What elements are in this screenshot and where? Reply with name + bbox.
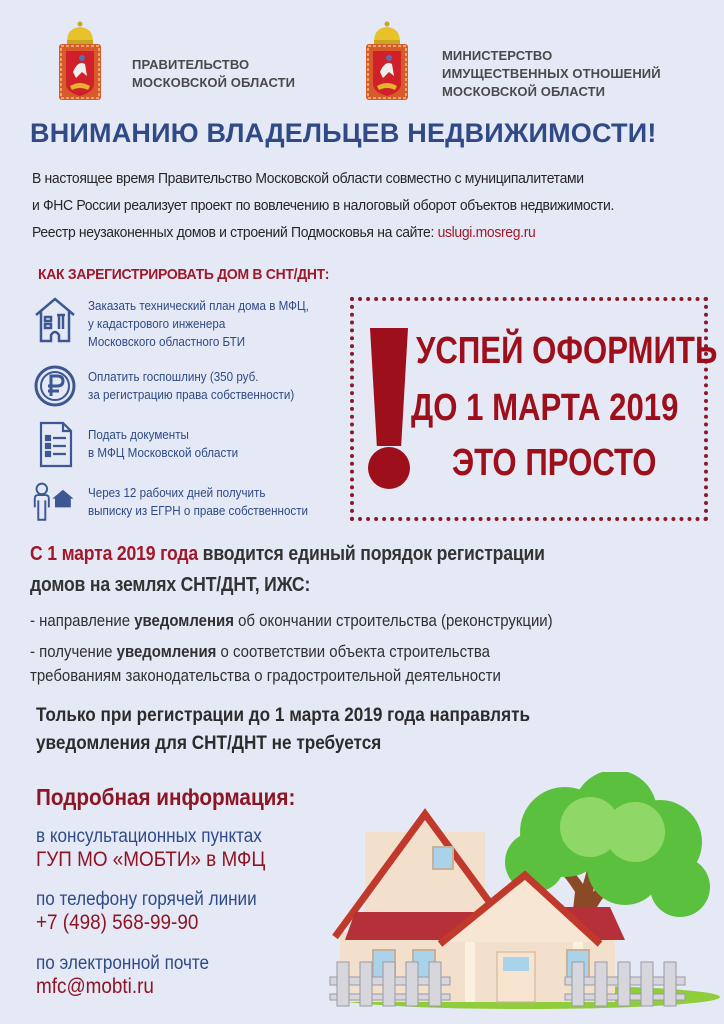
person-house-icon xyxy=(33,478,77,528)
step-2-text: Оплатить госпошлину (350 руб. за регистрацию права собственности) xyxy=(88,370,295,402)
deadline-line-2: ДО 1 МАРТА 2019 xyxy=(411,387,679,429)
moscow-oblast-coat-of-arms-icon xyxy=(365,20,409,102)
org2-line: ИМУЩЕСТВЕННЫХ ОТНОШЕНИЙ xyxy=(442,66,661,81)
org2-line: МОСКОВСКОЙ ОБЛАСТИ xyxy=(442,84,606,99)
org1-line: ПРАВИТЕЛЬСТВО xyxy=(132,57,250,72)
intro-line-2: и ФНС России реализует проект по вовлечению в налоговый оборот объектов недвижимости. xyxy=(32,197,615,214)
step-3-text: Подать документы в МФЦ Московской области xyxy=(88,428,239,460)
ruble-coin-icon xyxy=(33,362,77,412)
deadline-line-3: ЭТО ПРОСТО xyxy=(452,442,657,484)
rule-bullet-2-continued: требованиям законодательства о градостроительной деятельности xyxy=(30,666,501,685)
registry-text: Реестр неузаконенных домов и строений Подмосковья на сайте: xyxy=(32,224,438,241)
rule-bullet-1: - направление уведомления об окончании строительства (реконструкции) xyxy=(30,611,553,630)
email-label: по электронной почте xyxy=(36,953,210,974)
consult-value: ГУП МО «МОБТИ» в МФЦ xyxy=(36,848,266,871)
note-line-1: Только при регистрации до 1 марта 2019 года направлять xyxy=(36,704,531,726)
note-line-2: уведомления для СНТ/ДНТ не требуется xyxy=(36,732,382,754)
registry-link[interactable]: uslugi.mosreg.ru xyxy=(437,224,536,241)
moscow-oblast-coat-of-arms-icon xyxy=(58,20,102,102)
email-link[interactable]: mfc@mobti.ru xyxy=(36,975,154,998)
info-title: Подробная информация: xyxy=(36,784,296,810)
deadline-line-1: УСПЕЙ ОФОРМИТЬ xyxy=(416,330,718,372)
org1-line: МОСКОВСКОЙ ОБЛАСТИ xyxy=(132,75,296,90)
rule-title-line-1: С 1 марта 2019 года вводится единый порядок регистрации xyxy=(30,543,545,565)
house-with-tree-and-fence-icon xyxy=(325,772,720,1012)
rule-title-line-2: домов на землях СНТ/ДНТ, ИЖС: xyxy=(30,574,311,596)
step-4-text: Через 12 рабочих дней получить выписку из ЕГРН о праве собственности xyxy=(88,486,309,518)
step-1-text: Заказать технический план дома в МФЦ, у кадастрового инженера Московского областного БТИ xyxy=(88,299,309,349)
page-title: ВНИМАНИЮ ВЛАДЕЛЬЦЕВ НЕДВИЖИМОСТИ! xyxy=(30,118,657,148)
exclamation-dot-icon xyxy=(368,447,410,489)
org2-line: МИНИСТЕРСТВО xyxy=(442,48,553,63)
phone-link[interactable]: +7 (498) 568-99-90 xyxy=(36,911,199,934)
document-list-icon xyxy=(33,420,77,470)
howto-title: КАК ЗАРЕГИСТРИРОВАТЬ ДОМ В СНТ/ДНТ: xyxy=(38,266,330,283)
intro-line-3 xyxy=(32,224,535,241)
house-plan-icon xyxy=(33,295,77,345)
intro-line-1: В настоящее время Правительство Московской области совместно с муниципалитетами xyxy=(32,170,584,187)
rule-date: С 1 марта 2019 года xyxy=(30,543,198,565)
consult-label: в консультационных пунктах xyxy=(36,826,262,847)
phone-label: по телефону горячей линии xyxy=(36,889,257,910)
rule-bullet-2: - получение уведомления о соответствии объекта строительства xyxy=(30,642,491,661)
